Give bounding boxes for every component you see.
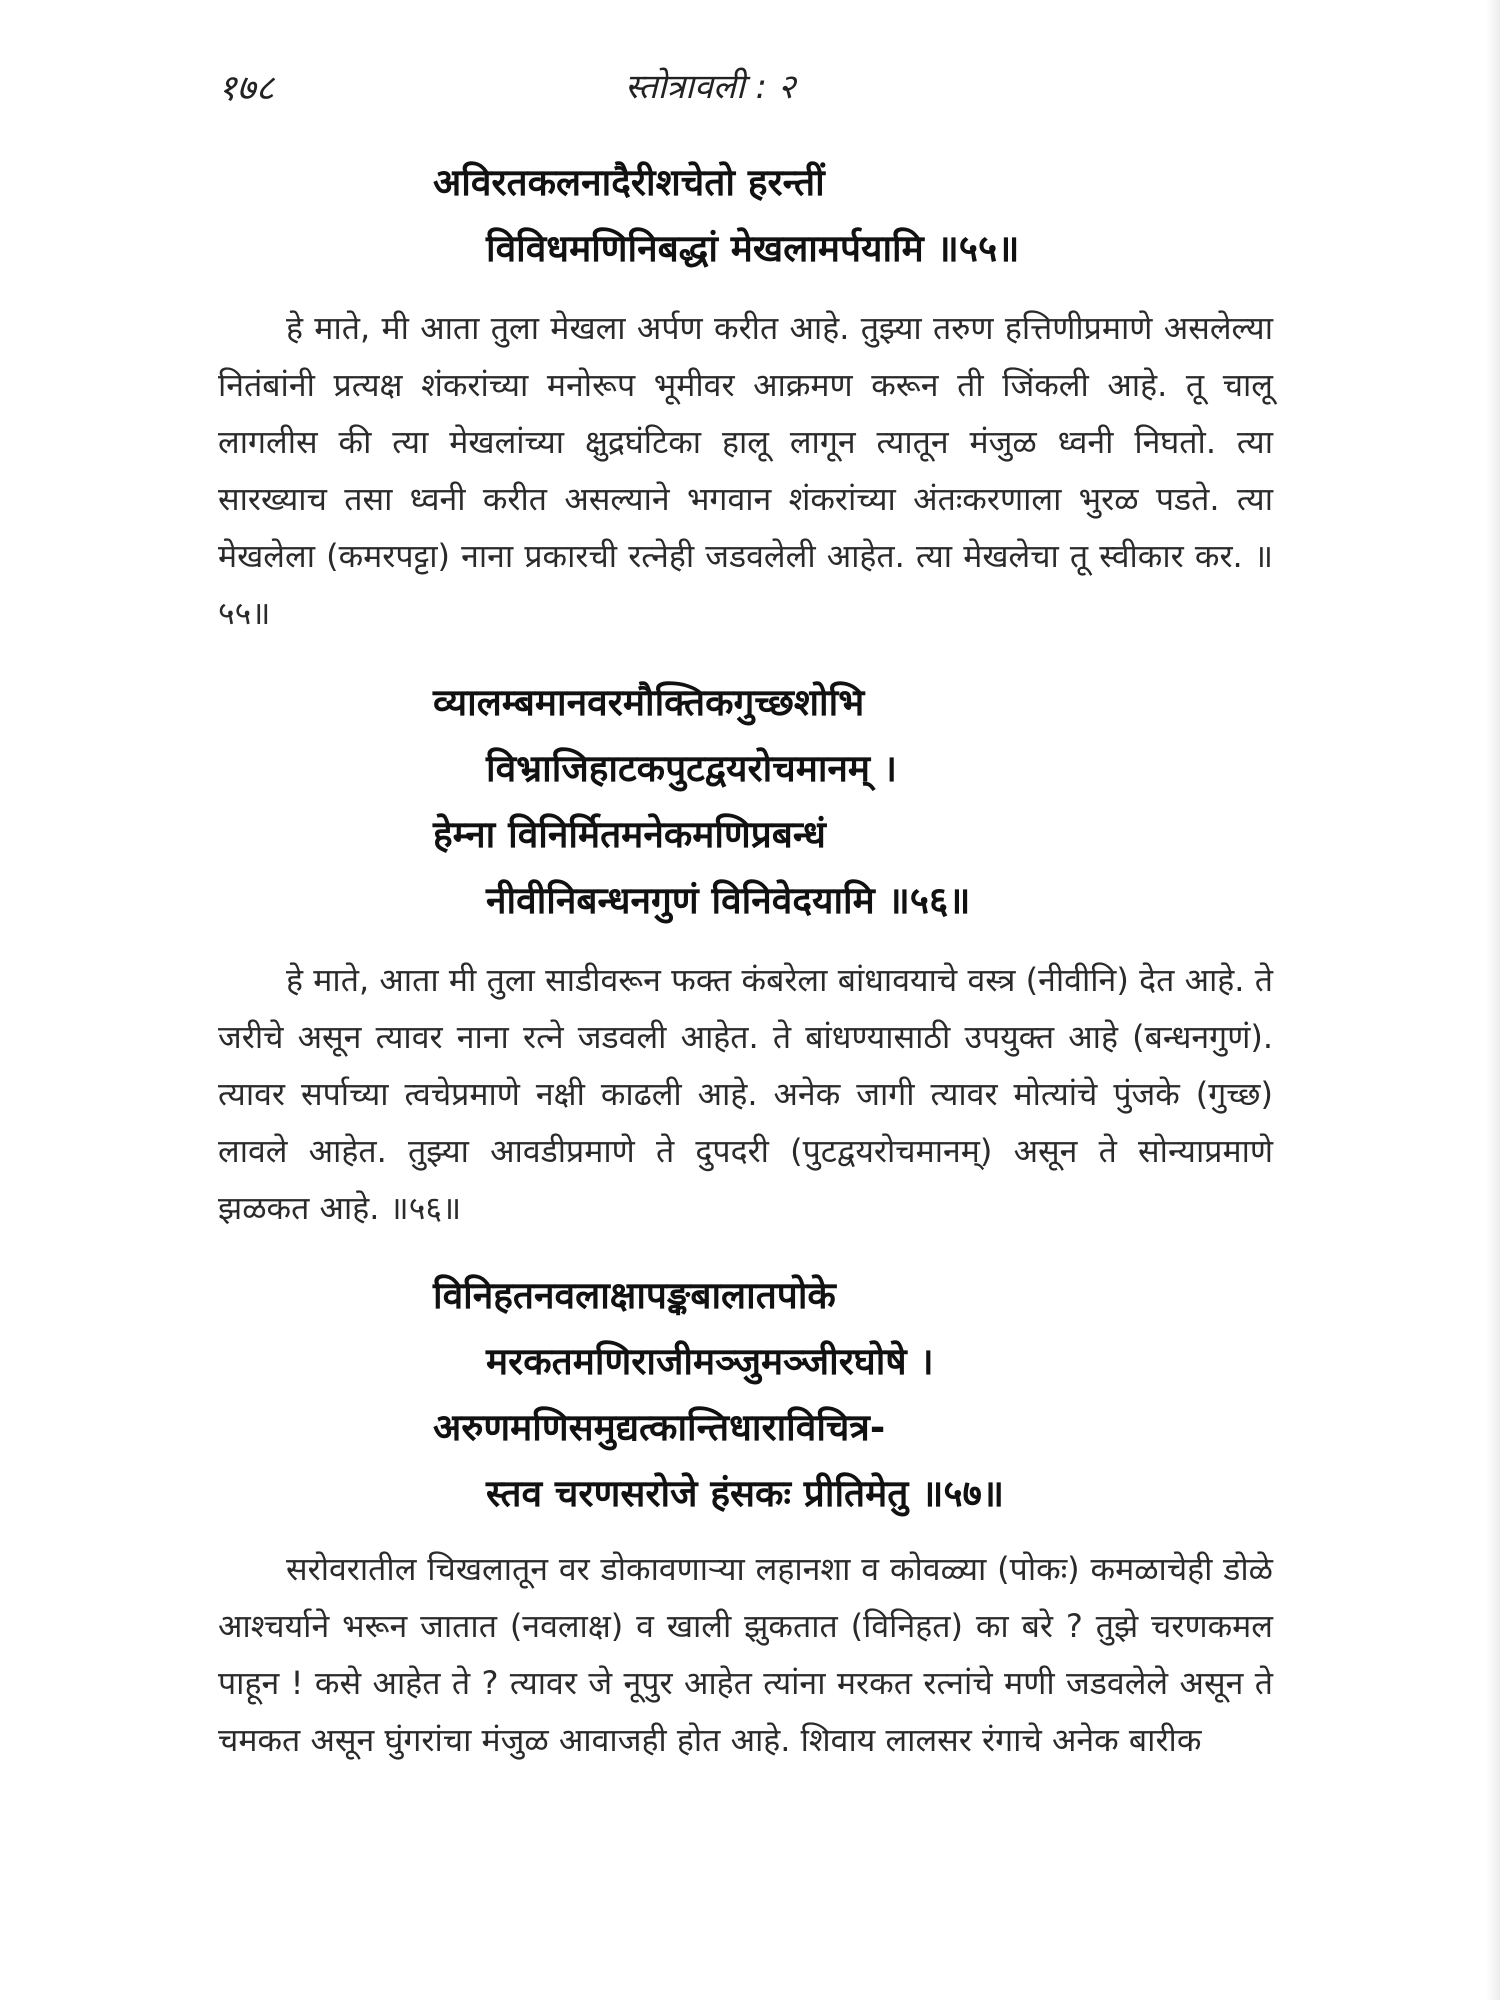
page-number: १७८ xyxy=(218,68,275,109)
verse-56 xyxy=(218,670,1273,934)
page-header xyxy=(0,62,1500,112)
commentary-56: हे माते, आता मी तुला साडीवरून फक्त कंबरेला बांधावयाचे वस्त्र (नीवीनि) देत आहे. ते जरीचे असून त्यावर नाना रत्ने जडवली आहेत. ते बांधण्यासाठी उपयुक्त आहे (बन्धनगुणं). त्यावर सर्पाच्या त्वचेप्रमाणे नक्षी काढली आहे. अनेक जागी त्यावर मोत्यांचे पुंजके (गुच्छ) लावले आहेत. तुझ्या आवडीप्रमाणे ते दुपदरी (पुटद्वयरोचमानम्) असून ते सोन्याप्रमाणे झळकत आहे. ॥५६॥ xyxy=(218,961,1273,1227)
verse-line: अरुणमणिसमुद्यत्कान्तिधाराविचित्र- xyxy=(433,1406,886,1449)
verse-55 xyxy=(218,150,1273,282)
verse-line: मरकतमणिराजीमञ्जुमञ्जीरघोषे । xyxy=(486,1340,934,1383)
verse-line: विनिहतनवलाक्षापङ्कबालातपोके xyxy=(433,1274,836,1317)
verse-line: व्यालम्बमानवरमौक्तिकगुच्छशोभि xyxy=(433,681,865,724)
verse-57 xyxy=(218,1263,1273,1527)
verse-line: अविरतकलनादैरीशचेतो हरन्तीं xyxy=(433,161,825,204)
page-content xyxy=(218,150,1273,1769)
commentary-57: सरोवरातील चिखलातून वर डोकावणाऱ्या लहानशा व कोवळ्या (पोकः) कमळाचेही डोळे आश्चर्याने भरून जातात (नवलाक्ष) व खाली झुकतात (विनिहत) का बरे ? तुझे चरणकमल पाहून ! कसे आहेत ते ? त्यावर जे नूपुर आहेत त्यांना मरकत रत्नांचे मणी जडवलेले असून ते चमकत असून घुंगरांचा मंजुळ आवाजही होत आहे. शिवाय लालसर रंगाचे अनेक बारीक xyxy=(218,1550,1273,1759)
verse-line: हेम्ना विनिर्मितमनेकमणिप्रबन्धं xyxy=(433,813,826,856)
verse-line: विभ्राजिहाटकपुटद्वयरोचमानम् । xyxy=(486,747,897,790)
running-title: स्तोत्रावली : २ xyxy=(625,67,796,107)
verse-line: नीवीनिबन्धनगुणं विनिवेदयामि ॥५६॥ xyxy=(486,879,971,922)
commentary-55: हे माते, मी आता तुला मेखला अर्पण करीत आहे. तुझ्या तरुण हत्तिणीप्रमाणे असलेल्या नितंबांनी प्रत्यक्ष शंकरांच्या मनोरूप भूमीवर आक्रमण करून ती जिंकली आहे. तू चालू लागलीस की त्या मेखलांच्या क्षुद्रघंटिका हालू लागून त्यातून मंजुळ ध्वनी निघतो. त्या सारख्याच तसा ध्वनी करीत असल्याने भगवान शंकरांच्या अंतःकरणाला भुरळ पडते. त्या मेखलेला (कमरपट्टा) नाना प्रकारची रत्नेही जडवलेली आहेत. त्या मेखलेचा तू स्वीकार कर. ॥५५॥ xyxy=(218,309,1273,632)
page-edge-shadow xyxy=(1486,0,1500,2000)
verse-line: विविधमणिनिबद्धां मेखलामर्पयामि ॥५५॥ xyxy=(486,227,1020,270)
verse-line: स्तव चरणसरोजे हंसकः प्रीतिमेतु ॥५७॥ xyxy=(486,1472,1005,1515)
